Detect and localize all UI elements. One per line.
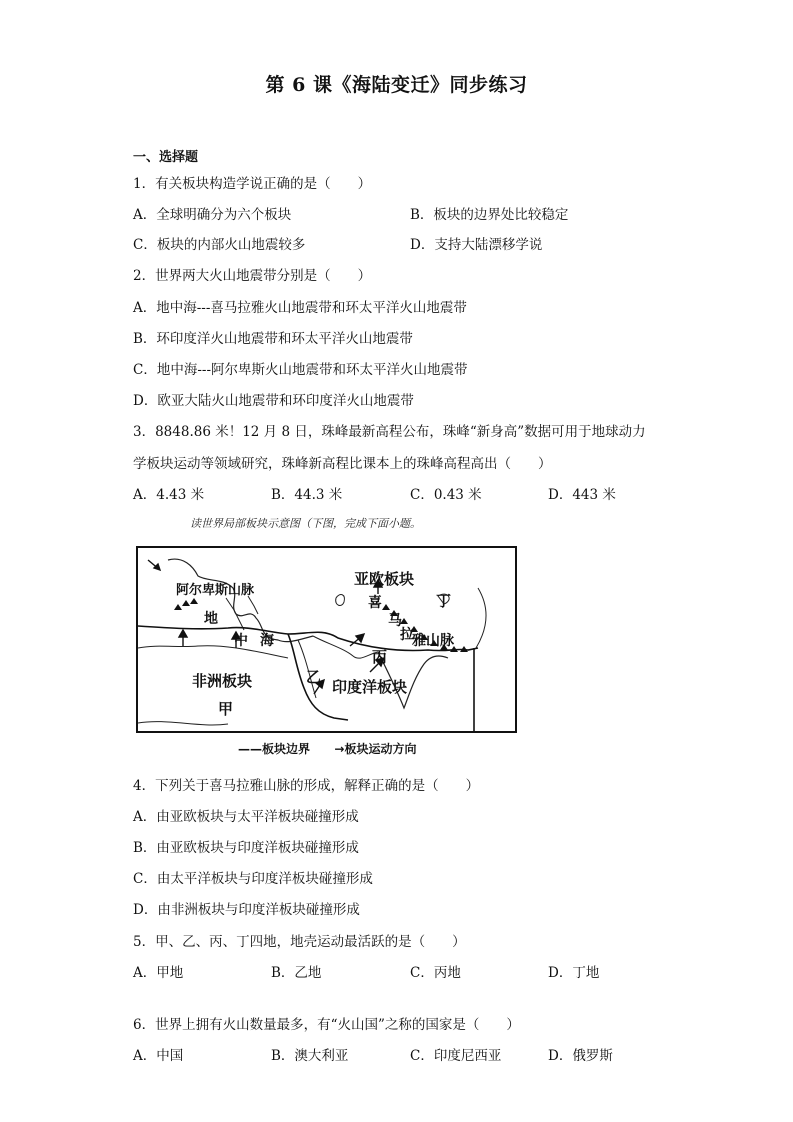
section-heading: 一、选择题 [133,150,199,165]
q6-option-a: A．中国 [133,1048,184,1064]
label-la: 拉 [400,627,414,643]
label-african-plate: 非洲板块 [192,672,253,690]
q6-stem: 6．世界上拥有火山数量最多，有“火山国”之称的国家是（ ） [133,1017,520,1033]
label-jia: 甲 [218,700,234,718]
legend-boundary: ——板块边界 [238,742,311,756]
document-title: 第 6 课《海陆变迁》同步练习 [265,74,528,96]
q2-option-c: C．地中海---阿尔卑斯火山地震带和环太平洋火山地震带 [133,362,468,378]
q4-option-d: D．由非洲板块与印度洋板块碰撞形成 [133,902,360,918]
q1-option-b: B．板块的边界处比较稳定 [410,207,569,223]
label-himalaya-mountains: 雅山脉 [412,633,454,649]
q5-option-d: D．丁地 [548,965,600,981]
map-legend [238,740,416,757]
q4-stem: 4．下列关于喜马拉雅山脉的形成，解释正确的是（ ） [133,778,480,794]
label-di: 地 [204,611,218,627]
q5-option-c: C．丙地 [410,965,461,981]
q6-option-d: D．俄罗斯 [548,1048,613,1064]
label-indian-plate: 印度洋板块 [332,678,408,696]
q6-option-b: B．澳大利亚 [271,1048,349,1064]
label-ma: 马 [388,613,402,629]
q4-option-a: A．由亚欧板块与太平洋板块碰撞形成 [133,809,359,825]
q3-stem-line1: 3．8848.86 米！12 月 8 日，珠峰最新高程公布，珠峰“新身高”数据可用于地球动力 [133,424,646,440]
q3-option-a: A．4.43 米 [133,487,205,503]
q3-option-c: C．0.43 米 [410,487,482,503]
q1-option-a: A．全球明确分为六个板块 [133,207,292,223]
q2-option-b: B．环印度洋火山地震带和环太平洋火山地震带 [133,331,413,347]
label-yi: 乙 [306,668,322,686]
q5-stem: 5．甲、乙、丙、丁四地，地壳运动最活跃的是（ ） [133,934,466,950]
q4-option-c: C．由太平洋板块与印度洋板块碰撞形成 [133,871,373,887]
q3-option-d: D．443 米 [548,487,616,503]
plate-map-drawing [138,548,517,733]
q1-option-d: D．支持大陆漂移学说 [410,237,543,253]
q2-option-a: A．地中海---喜马拉雅火山地震带和环太平洋火山地震带 [133,300,467,316]
label-zhong: 中 [234,633,248,649]
label-bing: 丙 [372,648,388,666]
q5-option-b: B．乙地 [271,965,322,981]
q3-option-b: B．44.3 米 [271,487,343,503]
q1-stem: 1．有关板块构造学说正确的是（ ） [133,176,372,192]
label-alps: 阿尔卑斯山脉 [176,583,255,598]
q5-option-a: A．甲地 [133,965,184,981]
q2-stem: 2．世界两大火山地震带分别是（ ） [133,268,372,284]
label-xi: 喜 [368,595,382,611]
q3-stem-line2: 学板块运动等领域研究，珠峰新高程比课本上的珠峰高程高出（ ） [133,456,552,472]
map-caption: 读世界局部板块示意图（下图，完成下面小题。 [190,517,421,530]
legend-motion: →板块运动方向 [334,742,417,756]
label-eurasian-plate: 亚欧板块 [354,570,415,588]
q6-option-c: C．印度尼西亚 [410,1048,502,1064]
q2-option-d: D．欧亚大陆火山地震带和环印度洋火山地震带 [133,393,414,409]
plate-map [136,546,517,733]
q4-option-b: B．由亚欧板块与印度洋板块碰撞形成 [133,840,359,856]
label-ding: 丁 [436,592,452,610]
label-hai: 海 [260,633,274,649]
q1-option-c: C．板块的内部火山地震较多 [133,237,306,253]
